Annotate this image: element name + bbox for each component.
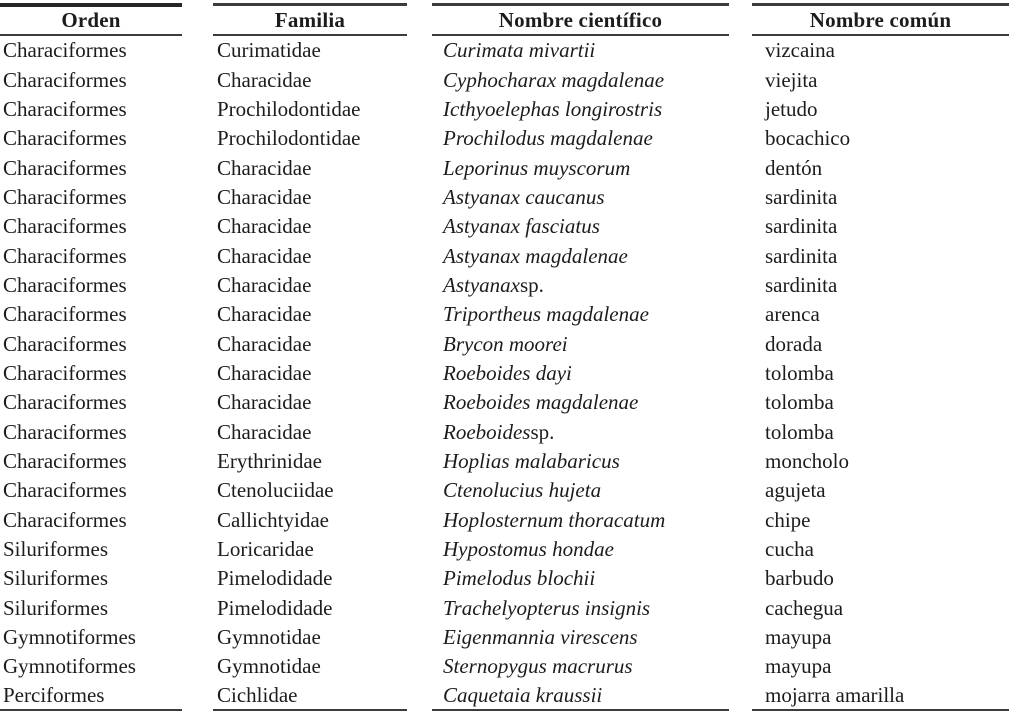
column-header-familia: Familia bbox=[213, 3, 407, 36]
table-body bbox=[0, 36, 1009, 711]
table-row bbox=[0, 271, 1009, 300]
cell-familia: Characidae bbox=[217, 390, 312, 415]
table-row bbox=[0, 564, 1009, 593]
cell-comun: agujeta bbox=[765, 478, 826, 503]
scientific-suffix: sp. bbox=[530, 419, 555, 444]
cell-orden: Siluriformes bbox=[3, 566, 108, 591]
scientific-name: Roeboides dayi bbox=[443, 360, 572, 385]
table-row bbox=[0, 329, 1009, 358]
scientific-name: Icthyoelephas longirostris bbox=[443, 96, 663, 121]
cell-comun: tolomba bbox=[765, 419, 834, 444]
scientific-name: Eigenmannia virescens bbox=[443, 625, 638, 650]
cell-familia: Characidae bbox=[217, 272, 312, 297]
cell-comun: mayupa bbox=[765, 654, 832, 679]
cell-orden: Characiformes bbox=[3, 184, 127, 209]
cell-cientifico bbox=[432, 271, 729, 300]
scientific-name: Roeboides bbox=[443, 419, 531, 444]
table-row bbox=[0, 241, 1009, 270]
cell-orden: Characiformes bbox=[3, 67, 127, 92]
cell-comun: viejita bbox=[765, 67, 818, 92]
cell-familia: Callichtyidae bbox=[217, 507, 329, 532]
scientific-name: Roeboides magdalenae bbox=[443, 390, 639, 415]
table-row bbox=[0, 417, 1009, 446]
cell-orden: Gymnotiformes bbox=[3, 654, 136, 679]
cell-familia: Pimelodidade bbox=[217, 595, 333, 620]
cell-familia: Characidae bbox=[217, 67, 312, 92]
cell-orden: Characiformes bbox=[3, 331, 127, 356]
cell-cientifico bbox=[432, 447, 729, 476]
cell-familia: Characidae bbox=[217, 184, 312, 209]
table-row bbox=[0, 447, 1009, 476]
table-row bbox=[0, 623, 1009, 652]
table-row bbox=[0, 594, 1009, 623]
cell-cientifico bbox=[432, 300, 729, 329]
cell-cientifico bbox=[432, 652, 729, 681]
cell-orden: Characiformes bbox=[3, 507, 127, 532]
scientific-name: Astyanax fasciatus bbox=[443, 214, 600, 239]
cell-cientifico bbox=[432, 241, 729, 270]
cell-comun: moncholo bbox=[765, 448, 849, 473]
cell-familia: Characidae bbox=[217, 214, 312, 239]
cell-orden: Characiformes bbox=[3, 302, 127, 327]
cell-familia: Characidae bbox=[217, 155, 312, 180]
cell-comun: cucha bbox=[765, 537, 814, 562]
cell-cientifico bbox=[432, 153, 729, 182]
cell-cientifico bbox=[432, 65, 729, 94]
cell-comun: sardinita bbox=[765, 214, 838, 239]
table-row bbox=[0, 95, 1009, 124]
cell-comun: sardinita bbox=[765, 243, 838, 268]
cell-cientifico bbox=[432, 124, 729, 153]
cell-orden: Siluriformes bbox=[3, 537, 108, 562]
cell-familia: Gymnotidae bbox=[217, 654, 321, 679]
cell-orden: Characiformes bbox=[3, 155, 127, 180]
table-row bbox=[0, 535, 1009, 564]
cell-cientifico bbox=[432, 212, 729, 241]
cell-cientifico bbox=[432, 388, 729, 417]
cell-comun: tolomba bbox=[765, 390, 834, 415]
cell-familia: Loricaridae bbox=[217, 537, 314, 562]
column-header-orden: Orden bbox=[0, 3, 182, 36]
scientific-name: Astyanax caucanus bbox=[443, 184, 605, 209]
cell-familia: Characidae bbox=[217, 360, 312, 385]
cell-orden: Characiformes bbox=[3, 214, 127, 239]
table-row bbox=[0, 65, 1009, 94]
cell-cientifico bbox=[432, 329, 729, 358]
cell-cientifico bbox=[432, 623, 729, 652]
cell-comun: cachegua bbox=[765, 595, 844, 620]
cell-orden: Characiformes bbox=[3, 272, 127, 297]
table-row bbox=[0, 388, 1009, 417]
cell-familia: Prochilodontidae bbox=[217, 126, 361, 151]
table-row bbox=[0, 359, 1009, 388]
cell-familia: Characidae bbox=[217, 331, 312, 356]
cell-comun: dentón bbox=[765, 155, 823, 180]
cell-orden: Characiformes bbox=[3, 390, 127, 415]
cell-orden: Gymnotiformes bbox=[3, 625, 136, 650]
cell-comun: arenca bbox=[765, 302, 820, 327]
cell-comun: dorada bbox=[765, 331, 823, 356]
cell-comun: bocachico bbox=[765, 126, 851, 151]
cell-comun: sardinita bbox=[765, 184, 838, 209]
cell-orden: Characiformes bbox=[3, 243, 127, 268]
table-row bbox=[0, 153, 1009, 182]
cell-cientifico bbox=[432, 506, 729, 535]
cell-familia: Pimelodidade bbox=[217, 566, 333, 591]
cell-comun: sardinita bbox=[765, 272, 838, 297]
table-row bbox=[0, 183, 1009, 212]
cell-orden: Siluriformes bbox=[3, 595, 108, 620]
scientific-name: Pimelodus blochii bbox=[443, 566, 596, 591]
cell-comun: barbudo bbox=[765, 566, 834, 591]
cell-cientifico bbox=[432, 417, 729, 446]
cell-orden: Perciformes bbox=[0, 682, 182, 711]
cell-familia: Ctenoluciidae bbox=[217, 478, 334, 503]
scientific-name: Brycon moorei bbox=[443, 331, 568, 356]
cell-familia: Characidae bbox=[217, 243, 312, 268]
cell-cientifico bbox=[432, 564, 729, 593]
cell-familia: Characidae bbox=[217, 302, 312, 327]
scientific-name: Leporinus muyscorum bbox=[443, 155, 631, 180]
table-row bbox=[0, 212, 1009, 241]
cell-familia: Characidae bbox=[217, 419, 312, 444]
cell-cientifico bbox=[432, 36, 729, 65]
cell-orden: Characiformes bbox=[3, 478, 127, 503]
scientific-name: Cyphocharax magdalenae bbox=[443, 67, 665, 92]
cell-cientifico bbox=[432, 682, 729, 711]
cell-orden: Characiformes bbox=[3, 360, 127, 385]
cell-orden: Characiformes bbox=[3, 419, 127, 444]
scientific-suffix: sp. bbox=[519, 272, 544, 297]
scientific-name: Caquetaia kraussii bbox=[443, 682, 603, 707]
cell-comun: jetudo bbox=[765, 96, 818, 121]
cell-cientifico bbox=[432, 476, 729, 505]
scientific-name: Sternopygus macrurus bbox=[443, 654, 633, 679]
cell-familia: Curimatidae bbox=[217, 38, 321, 63]
scientific-name: Hoplias malabaricus bbox=[443, 448, 620, 473]
cell-familia: Prochilodontidae bbox=[217, 96, 361, 121]
cell-comun: vizcaina bbox=[765, 38, 835, 63]
scientific-name: Hypostomus hondae bbox=[443, 537, 614, 562]
cell-cientifico bbox=[432, 95, 729, 124]
cell-orden: Characiformes bbox=[3, 96, 127, 121]
cell-cientifico bbox=[432, 359, 729, 388]
cell-familia: Gymnotidae bbox=[217, 625, 321, 650]
cell-orden: Characiformes bbox=[3, 126, 127, 151]
table-row bbox=[0, 124, 1009, 153]
table-header-row bbox=[0, 3, 1009, 36]
table-row bbox=[0, 300, 1009, 329]
cell-cientifico bbox=[432, 535, 729, 564]
scientific-name: Astyanax magdalenae bbox=[443, 243, 628, 268]
cell-cientifico bbox=[432, 594, 729, 623]
table-row bbox=[0, 652, 1009, 681]
scientific-name: Prochilodus magdalenae bbox=[443, 126, 653, 151]
cell-comun: mojarra amarilla bbox=[752, 682, 1009, 711]
table-row bbox=[0, 682, 1009, 711]
cell-cientifico bbox=[432, 183, 729, 212]
cell-comun: chipe bbox=[765, 507, 811, 532]
cell-orden: Characiformes bbox=[3, 448, 127, 473]
scientific-name: Hoplosternum thoracatum bbox=[443, 507, 666, 532]
cell-comun: mayupa bbox=[765, 625, 832, 650]
cell-orden: Characiformes bbox=[3, 38, 127, 63]
table-row bbox=[0, 506, 1009, 535]
column-header-nombre-cientifico: Nombre científico bbox=[432, 3, 729, 36]
table-row bbox=[0, 36, 1009, 65]
cell-familia: Cichlidae bbox=[213, 682, 407, 711]
scientific-name: Astyanax bbox=[443, 272, 520, 297]
cell-comun: tolomba bbox=[765, 360, 834, 385]
cell-familia: Erythrinidae bbox=[217, 448, 322, 473]
table-row bbox=[0, 476, 1009, 505]
scientific-name: Ctenolucius hujeta bbox=[443, 478, 602, 503]
scientific-name: Curimata mivartii bbox=[443, 38, 596, 63]
column-header-nombre-comun: Nombre común bbox=[752, 3, 1009, 36]
scientific-name: Triportheus magdalenae bbox=[443, 302, 649, 327]
scientific-name: Trachelyopterus insignis bbox=[443, 595, 651, 620]
